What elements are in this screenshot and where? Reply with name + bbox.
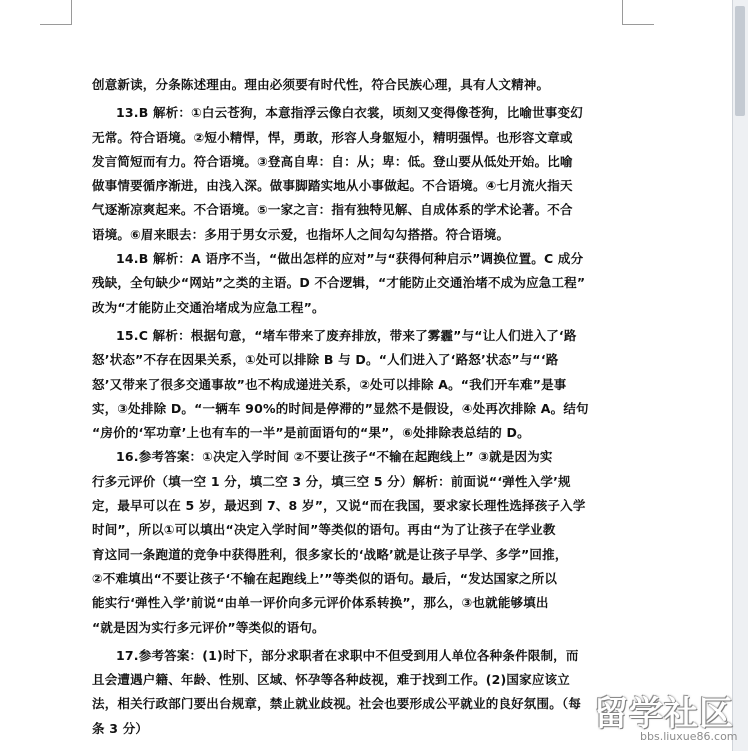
text-line: 育这同一条跑道的竞争中获得胜利，很多家长的‘战略’就是让孩子早学、多学”回推，: [92, 546, 568, 562]
text-line: 14.B 解析：A 语序不当，“做出怎样的应对”与“获得何种启示”调换位置。C 成分: [116, 251, 584, 267]
text-line: 做事情要循序渐进，由浅入深。做事脚踏实地从小事做起。不合语境。④七月流火指天: [92, 178, 573, 194]
text-line: ②不难填出“不要让孩子‘不输在起跑线上’”等类似的语句。最后，“发达国家之所以: [92, 570, 558, 586]
text-line: 行多元评价（填一空 1 分，填二空 3 分，填三空 5 分）解析：前面说“‘弹性入学’规: [92, 473, 571, 489]
watermark-brand: 留学社区: [594, 694, 734, 734]
text-line: 无常。符合语境。②短小精悍，悍，勇敢，形容人身躯短小，精明强悍。也形容文章或: [92, 129, 573, 145]
text-line: 气逐渐凉爽起来。不合语境。⑤一家之言：指有独特见解、自成体系的学术论著。不合: [92, 202, 573, 218]
text-line: 条 3 分）: [92, 720, 149, 736]
vertical-scrollbar[interactable]: [732, 0, 748, 751]
text-line: 16.参考答案：①决定入学时间 ②不要让孩子“不输在起跑线上” ③就是因为实: [116, 449, 553, 465]
watermark-url: bbs.liuxue86.com: [640, 730, 738, 743]
crop-mark-top-left: [71, 0, 72, 24]
text-line: 17.参考答案：(1)时下，部分求职者在求职中不但受到用人单位各种条件限制，而: [116, 647, 579, 663]
text-line: 能实行‘弹性入学’前说“由单一评价向多元评价体系转换”，那么，③也就能够填出: [92, 595, 549, 611]
text-line: 发言简短而有力。符合语境。③登高自卑：自：从；卑：低。登山要从低处开始。比喻: [92, 153, 573, 169]
watermark-logo: [588, 686, 748, 751]
text-line: 语境。⑥眉来眼去：多用于男女示爱，也指坏人之间勾勾搭搭。符合语境。: [92, 226, 510, 242]
crop-mark-top-right: [622, 24, 654, 25]
text-line: 怒’状态”不存在因果关系，①处可以排除 B 与 D。“人们进入了‘路怒’状态”与“‘路: [92, 352, 559, 368]
text-line: 创意新读，分条陈述理由。理由必须要有时代性，符合民族心理，具有人文精神。: [92, 77, 550, 92]
text-line: 时间”，所以①可以填出“决定入学时间”等类似的语句。再由“为了让孩子在学业教: [92, 522, 556, 538]
text-line: 实，③处排除 D。“一辆车 90%的时间是停滞的”显然不是假设，④处再次排除 A。结句: [92, 400, 589, 416]
text-line: 15.C 解析：根据句意，“堵车带来了废弃排放，带来了雾霾”与“让人们进入了‘路: [116, 327, 577, 343]
crop-mark-top-right: [622, 0, 623, 24]
crop-mark-top-left: [40, 24, 72, 25]
text-line: 残缺，全句缺少“网站”之类的主语。D 不合逻辑，“才能防止交通治堵不成为应急工程”: [92, 275, 586, 291]
text-line: 怒’又带来了很多交通事故”也不构成递进关系，②处可以排除 A。“我们开车难”是事: [92, 376, 567, 392]
text-line: 定，最早可以在 5 岁，最迟到 7、8 岁”，又说“而在我国，要求家长理性选择孩子入学: [92, 498, 586, 514]
document-body: [92, 73, 589, 741]
text-line: “就是因为实行多元评价”等类似的语句。: [92, 619, 325, 635]
scrollbar-thumb[interactable]: [735, 6, 745, 116]
text-line: 且会遭遇户籍、年龄、性别、区域、怀孕等各种歧视，难于找到工作。(2)国家应该立: [92, 672, 570, 688]
text-line: 改为“才能防止交通治堵成为应急工程”。: [92, 299, 325, 315]
text-line: 法，相关行政部门要出台规章，禁止就业歧视。社会也要形成公平就业的良好氛围。（每: [92, 696, 582, 712]
text-line: 13.B 解析：①白云苍狗，本意指浮云像白衣裳，顷刻又变得像苍狗，比喻世事变幻: [116, 105, 583, 121]
text-line: “房价的‘军功章’上也有车的一半”是前面语句的“果”，⑥处排除表总结的 D。: [92, 425, 530, 441]
